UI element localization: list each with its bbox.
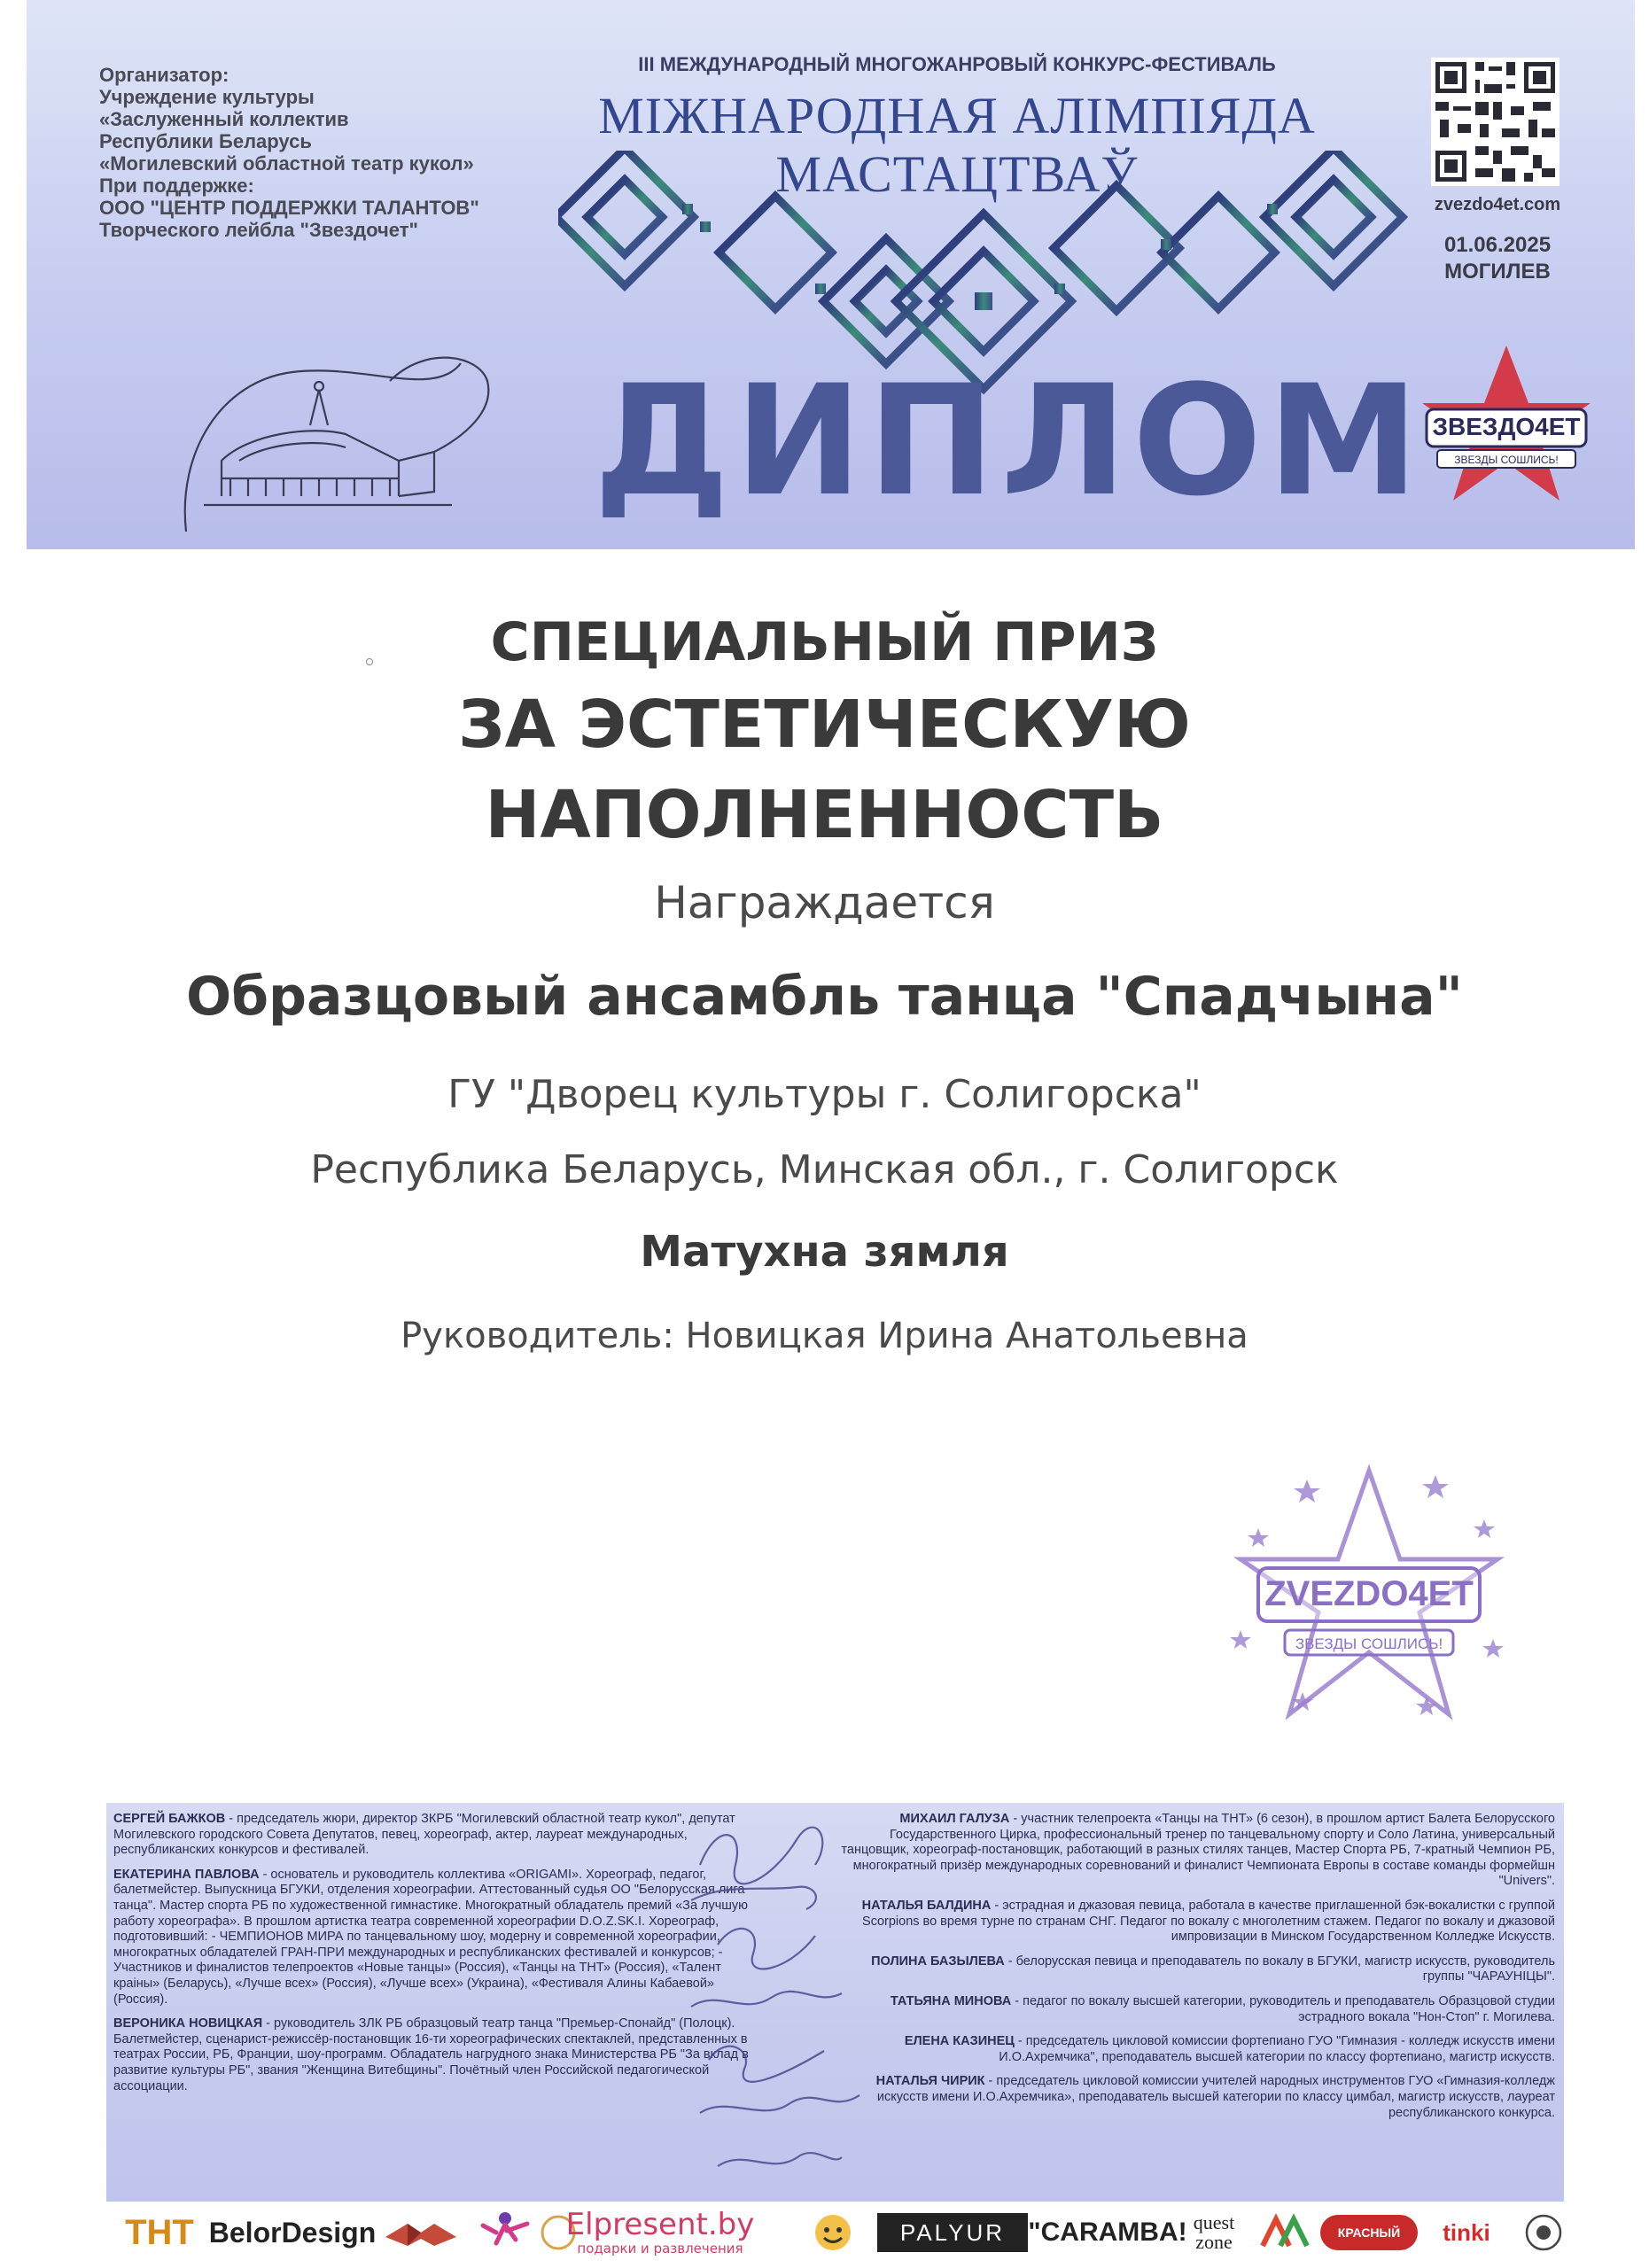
tnt-logo: ТНТ <box>125 2212 194 2252</box>
olympiad-line-1: МІЖНАРОДНАЯ АЛІМПІЯДА <box>598 87 1316 144</box>
recipient-location: Республика Беларусь, Минская обл., г. Солигорск <box>310 1147 1339 1192</box>
jury-column-right <box>833 1812 1555 2130</box>
jury-name: ПОЛИНА БАЗЫЛЕВА <box>871 1953 1005 1969</box>
belordesign-logo: BelorDesign <box>208 2216 377 2249</box>
questzone-line-1: quest <box>1193 2211 1235 2233</box>
diploma-title: ДИПЛОМ <box>594 352 1425 530</box>
nomination-line-2: НАПОЛНЕННОСТЬ <box>485 777 1164 853</box>
elpresent-logo <box>554 2206 766 2259</box>
event-city: МОГИЛЕВ <box>1444 260 1551 284</box>
jury-name: ЕЛЕНА КАЗИНЕЦ <box>904 2034 1015 2049</box>
jury-member <box>833 2034 1555 2065</box>
krasny-logo: КРАСНЫЙ <box>1320 2215 1418 2250</box>
recipient-name: Образцовый ансамбль танца "Спадчына" <box>186 966 1463 1028</box>
jury-name: НАТАЛЬЯ ЧИРИК <box>875 2074 985 2089</box>
logo-text: ЗВЕЗДО4ЕТ <box>1432 413 1581 440</box>
dance-figure-logo-icon <box>470 2208 541 2257</box>
qr-code-icon <box>1431 58 1560 186</box>
jury-bio: - председатель цикловой комиссии учителей народных инструментов ГУО «Гимназия-колледж искусств имени И.О.Ахремчика», преподаватель высшей категории по классу цимбал, магистр искусств, лауреат республиканского конкурса. <box>876 2074 1555 2120</box>
jury-member <box>833 1954 1555 1985</box>
jury-bio: - педагог по вокалу высшей категории, руководитель и преподаватель Образцовой студии эстрадного вокала "Нон-Стоп" г. Могилева. <box>1011 1993 1555 2024</box>
organizer-line: Организатор: <box>99 64 229 86</box>
jury-name: ЕКАТЕРИНА ПАВЛОВА <box>113 1867 260 1882</box>
leader-name: Руководитель: Новицкая Ирина Анатольевна <box>401 1316 1248 1356</box>
elpresent-name: Elpresent.by <box>565 2207 755 2242</box>
jury-member <box>833 1994 1555 2025</box>
handshake-logo-icon <box>381 2210 461 2255</box>
jury-name: НАТАЛЬЯ БАЛДИНА <box>861 1898 992 1913</box>
olympiad-line-2: МАСТАЦТВАЎ <box>775 145 1139 203</box>
jury-name: МИХАИЛ ГАЛУЗА <box>899 1812 1010 1826</box>
organizer-line: Республики Беларусь <box>99 130 312 152</box>
stamp-text: ZVEZDO4ET <box>1264 1574 1474 1613</box>
organizer-line: ООО "ЦЕНТР ПОДДЕРЖКИ ТАЛАНТОВ" <box>99 197 479 219</box>
organizer-line: Учреждение культуры <box>99 86 315 108</box>
jury-name: ТАТЬЯНА МИНОВА <box>890 1993 1012 2008</box>
live-circle-logo-icon <box>1524 2213 1563 2252</box>
jury-bio: - эстрадная и джазовая певица, работала в качестве приглашенной бэк-вокалистки с группой Scorpions во время турне по странам СНГ. Педагог по вокалу с многолетним стажем. Педагог по вокалу и джазовой импровизации в Минском Государственном Колледже Искусств. <box>862 1898 1555 1945</box>
stamp-slogan: ЗВЕЗДЫ СОШЛИСЬ! <box>1295 1635 1443 1652</box>
jury-bio: - основатель и руководитель коллектива «ORIGAMI». Хореограф, педагог, балетмейстер. Выпускница БГУКИ, отделения хореографии. Аттестованный судья ОО "Белорусская лига танца". Мастер спорта РБ по художественной гимнастике. Многократный обладатель премий «За лучшую работу хореографа». В прошлом артистка театра современной хореографии D.O.Z.SK.I. Хореограф, подготовивший: - ЧЕМПИОНОВ МИРА по танцевальному шоу, модерну и современной хореографии, многократных обладателей ГРАН-ПРИ международных и республиканских фестивалей и конкурсов; - Участников и финалистов телепроектов «Новые танцы» (Россия), «Танцы на ТНТ» (Россия), «Талент краіны» (Беларусь), «Лучше всех» (Россия), «Лучше всех» (Украина), «Фестиваля Алины Кабаевой» (Россия). <box>113 1867 749 2007</box>
elpresent-tagline: подарки и развлечения <box>577 2241 743 2256</box>
organizer-line: «Могилевский областной театр кукол» <box>99 152 474 175</box>
jury-name: ВЕРОНИКА НОВИЦКАЯ <box>113 2016 263 2031</box>
organizer-line: При поддержке: <box>99 175 254 197</box>
organizer-block <box>99 64 479 241</box>
event-date: 01.06.2025 <box>1443 233 1552 257</box>
jury-name: СЕРГЕЙ БАЖКОВ <box>113 1812 226 1826</box>
jury-bio: - участник телепроекта «Танцы на ТНТ» (6 сезон), в прошлом артист Балета Белорусского Государственного Цирка, профессиональный тренер по танцевальному спорту и Соло Латина, универсальный танцовщик, хореограф-постановщик, работающий в разных стилях танцев, Мастер Спорта РБ, 7-кратный Чемпион РБ, многократный призёр международных соревнований и финалист Чемпионата Европы в составе команды формейшн "Univers". <box>841 1812 1555 1889</box>
website-url: zvezdo4et.com <box>1434 195 1561 214</box>
organizer-line: Творческого лейбла "Звездочет" <box>99 219 418 241</box>
festival-title: III МЕЖДУНАРОДНЫЙ МНОГОЖАНРОВЫЙ КОНКУРС-ФЕСТИВАЛЬ <box>638 53 1276 75</box>
organizer-line: «Заслуженный коллектив <box>99 108 349 130</box>
jury-signatures <box>665 1803 930 2202</box>
zvezdochet-logo-icon <box>1418 337 1595 514</box>
jury-member <box>833 2074 1555 2121</box>
logo-slogan: ЗВЕЗДЫ СОШЛИСЬ! <box>1454 454 1559 466</box>
awarded-label: Награждается <box>654 877 995 928</box>
questzone-logo <box>1178 2206 1249 2259</box>
header-banner <box>27 0 1635 549</box>
caramba-logo: "CARAMBA! <box>1028 2218 1187 2247</box>
theatre-building-drawing <box>168 328 505 540</box>
kids-face-logo-icon <box>806 2210 860 2255</box>
jury-bio: - белорусская певица и преподаватель по вокалу в БГУКИ, магистр искусств, руководитель группы "ЧАРАУНІЦЫ". <box>1004 1953 1555 1984</box>
prize-title: СПЕЦИАЛЬНЫЙ ПРИЗ <box>490 611 1159 673</box>
palyur-logo: PALYUR <box>877 2213 1028 2252</box>
nomination-line-1: ЗА ЭСТЕТИЧЕСКУЮ <box>458 687 1191 763</box>
jury-bio: - председатель жюри, директор ЗКРБ "Могилевский областной театр кукол", депутат Могилевского городского Совета Депутатов, певец, хореограф, актер, лауреат международных, республиканских конкурсов и фестивалей. <box>113 1812 735 1858</box>
colorful-chevron-logo-icon <box>1258 2210 1311 2255</box>
event-date-block <box>1409 232 1586 285</box>
jury-panel <box>106 1803 1564 2202</box>
sponsor-logos <box>115 2206 1568 2259</box>
questzone-line-2: zone <box>1195 2231 1233 2253</box>
tinki-logo: tinki <box>1443 2218 1490 2246</box>
jury-member <box>833 1899 1555 1946</box>
jury-member <box>833 1812 1555 1890</box>
jury-bio: - руководитель ЗЛК РБ образцовый театр танца "Премьер-Спонайд" (Полоцк). Балетмейстер, сценарист-режиссёр-постановщик 16-ти хореографических спектаклей, представленных в театрах России, РБ, Франции, шоу-программ. Обладатель нагрудного знака Министерства РБ "За вклад в развитие культуры РБ", звания "Женщина Витебщины". Почётный член Российской педагогической ассоциации. <box>113 2016 749 2093</box>
stamp-seal <box>1223 1453 1515 1745</box>
performance-title: Матухна зямля <box>640 1227 1009 1277</box>
recipient-institution: ГУ "Дворец культуры г. Солигорска" <box>447 1072 1202 1117</box>
jury-bio: - председатель цикловой комиссии фортепиано ГУО "Гимназия - колледж искусств имени И.О.Ахремчика", преподаватель высшей категории по классу фортепиано, магистр искусств. <box>999 2034 1555 2064</box>
